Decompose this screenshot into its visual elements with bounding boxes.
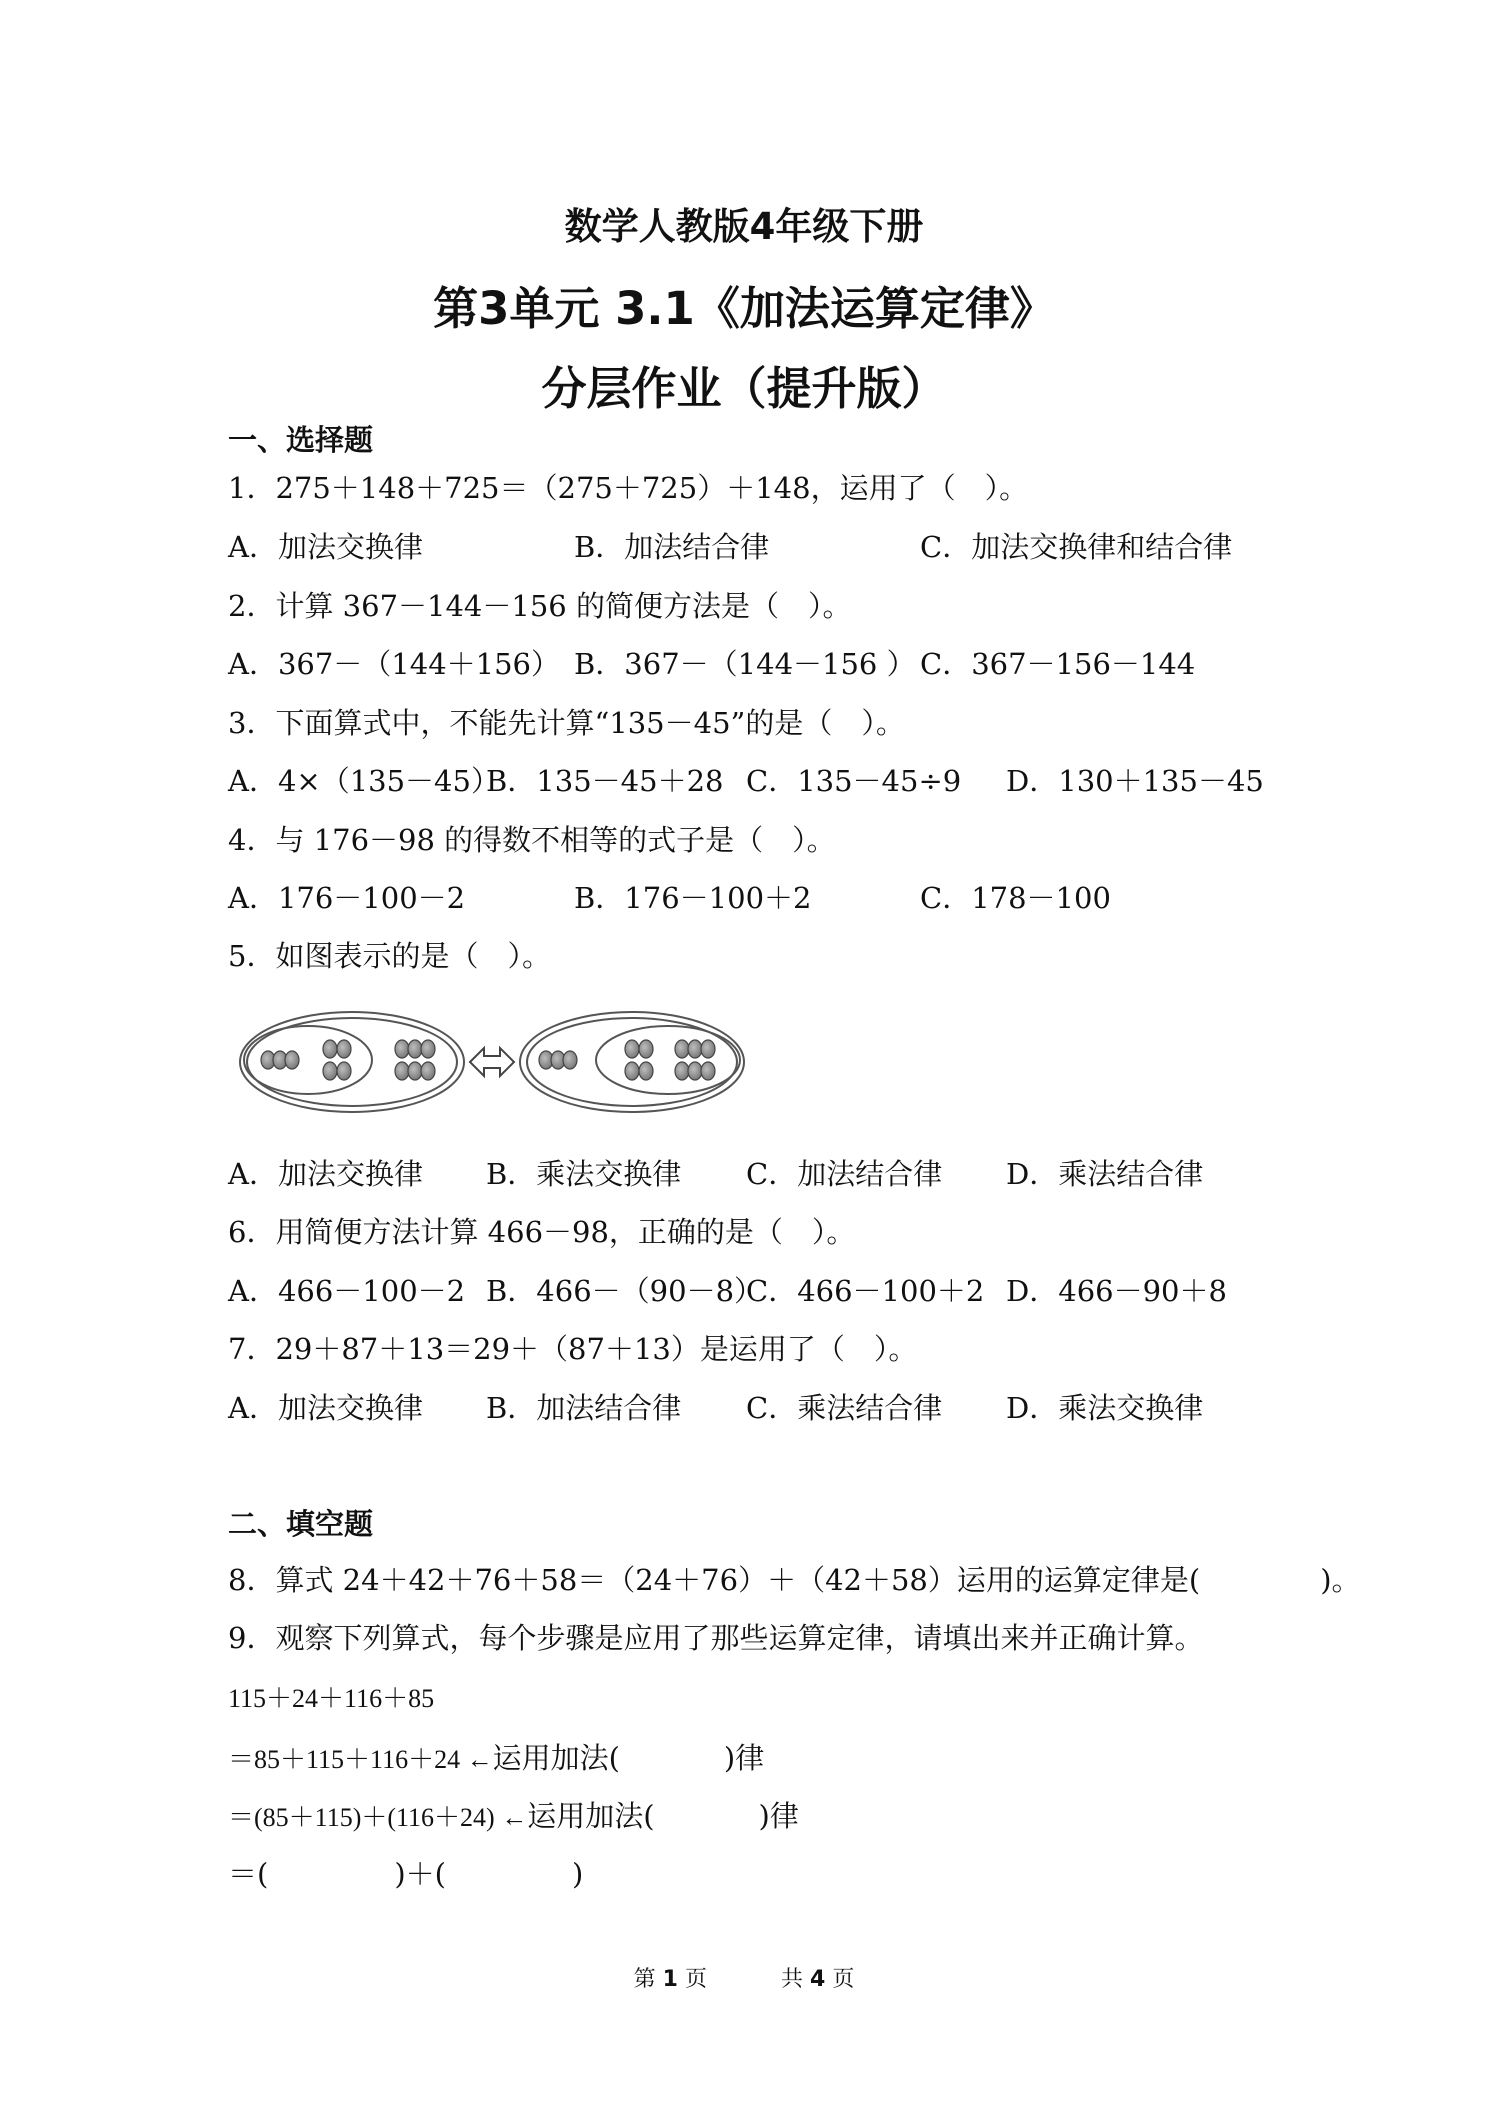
option-c: C．乘法结合律 [746,1391,943,1425]
left-dots-three [261,1051,299,1069]
step-1-law-suffix: )律 [723,1741,765,1775]
option-c: C．466－100＋2 [746,1274,985,1308]
left-dots-six [395,1040,435,1080]
step-1 [228,1736,764,1777]
step-3-open: ＝( [228,1857,269,1891]
step-2-law-suffix: )律 [758,1799,799,1833]
option-a: A．176－100－2 [228,881,466,915]
question-1-stem: 1．275＋148＋725＝（275＋725）＋148，运用了（ ）。 [228,471,1029,505]
footer-total-prefix: 共 [781,1967,804,1992]
page-footer [0,1962,1488,1993]
question-7-stem: 7．29＋87＋13＝29＋（87＋13）是运用了（ ）。 [228,1332,918,1366]
question-2-stem: 2．计算 367－144－156 的简便方法是（ ）。 [228,589,852,623]
option-b: B．乘法交换律 [486,1157,682,1191]
question-4-stem: 4．与 176－98 的得数不相等的式子是（ ）。 [228,823,836,857]
footer-page-number: 1 [662,1967,678,1992]
section-heading-choice: 一、选择题 [228,423,374,457]
right-dots-four [625,1040,653,1080]
option-d: D．130＋135－45 [1006,764,1264,798]
option-c: C．178－100 [920,881,1111,915]
step-0-expression: 115＋24＋116＋85 [228,1684,435,1713]
doc-title-line1: 数学人教版4年级下册 [564,205,924,248]
question-6-stem: 6．用简便方法计算 466－98，正确的是（ ）。 [228,1215,856,1249]
right-dots-three [539,1051,577,1069]
question-2-options [228,642,1328,682]
step-1-law-prefix: 运用加法( [492,1741,620,1775]
section-heading-fill: 二、填空题 [228,1507,374,1541]
question-8-text: 8．算式 24＋42＋76＋58＝（24＋76）＋（42＋58）运用的运算定律是( [228,1563,1201,1597]
step-3-mid: )＋( [394,1857,446,1891]
option-d: D．466－90＋8 [1006,1274,1227,1308]
right-inner-ellipse [596,1026,740,1094]
step-3 [228,1852,583,1893]
option-c: C．135－45÷9 [746,764,962,798]
option-a: A．加法交换律 [228,1391,423,1425]
doc-title-line2: 第3单元 3.1《加法运算定律》 [433,282,1055,335]
option-b: B．135－45＋28 [486,764,724,798]
step-2-expression: ＝(85＋115)＋(116＋24) ← [228,1803,528,1832]
option-b: B．367－（144－156 ） [574,647,916,681]
option-d: D．乘法结合律 [1006,1157,1204,1191]
right-dots-six [675,1040,715,1080]
option-a: A．加法交换律 [228,530,423,564]
footer-total-number: 4 [810,1967,826,1992]
question-9-stem: 9．观察下列算式，每个步骤是应用了那些运算定律，请填出来并正确计算。 [228,1621,1204,1655]
question-7-options [228,1386,1328,1426]
associative-law-figure [238,1002,758,1126]
step-2-law-prefix: 运用加法( [527,1799,655,1833]
double-arrow-icon [470,1048,514,1076]
option-c: C．367－156－144 [920,647,1196,681]
step-1-expression: ＝85＋115＋116＋24 ← [228,1745,493,1774]
option-b: B．加法结合律 [486,1391,682,1425]
doc-title-line3: 分层作业（提升版） [541,362,947,415]
question-4-options [228,876,1328,916]
question-5-options [228,1152,1328,1192]
left-dots-four [323,1040,351,1080]
option-b: B．466－（90－8） [486,1274,764,1308]
step-3-close: ) [571,1857,584,1891]
option-c: C．加法结合律 [746,1157,943,1191]
footer-total-suffix: 页 [832,1967,855,1992]
question-6-options [228,1269,1328,1309]
question-8-close: )。 [1320,1563,1361,1597]
question-3-options [228,759,1328,799]
option-c: C．加法交换律和结合律 [920,530,1233,564]
option-b: B．176－100＋2 [574,881,812,915]
option-b: B．加法结合律 [574,530,770,564]
option-a: A．4×（135－45） [228,764,500,798]
option-a: A．367－（144＋156） [228,647,560,681]
question-3-stem: 3．下面算式中，不能先计算“135－45”的是（ ）。 [228,706,905,740]
option-a: A．加法交换律 [228,1157,423,1191]
question-8-stem [228,1558,1361,1599]
question-5-stem: 5．如图表示的是（ ）。 [228,939,551,973]
step-2 [228,1794,799,1835]
option-a: A．466－100－2 [228,1274,466,1308]
question-1-options [228,525,1328,565]
option-d: D．乘法交换律 [1006,1391,1204,1425]
footer-page-prefix: 第 [633,1967,656,1992]
footer-page-suffix: 页 [684,1967,707,1992]
